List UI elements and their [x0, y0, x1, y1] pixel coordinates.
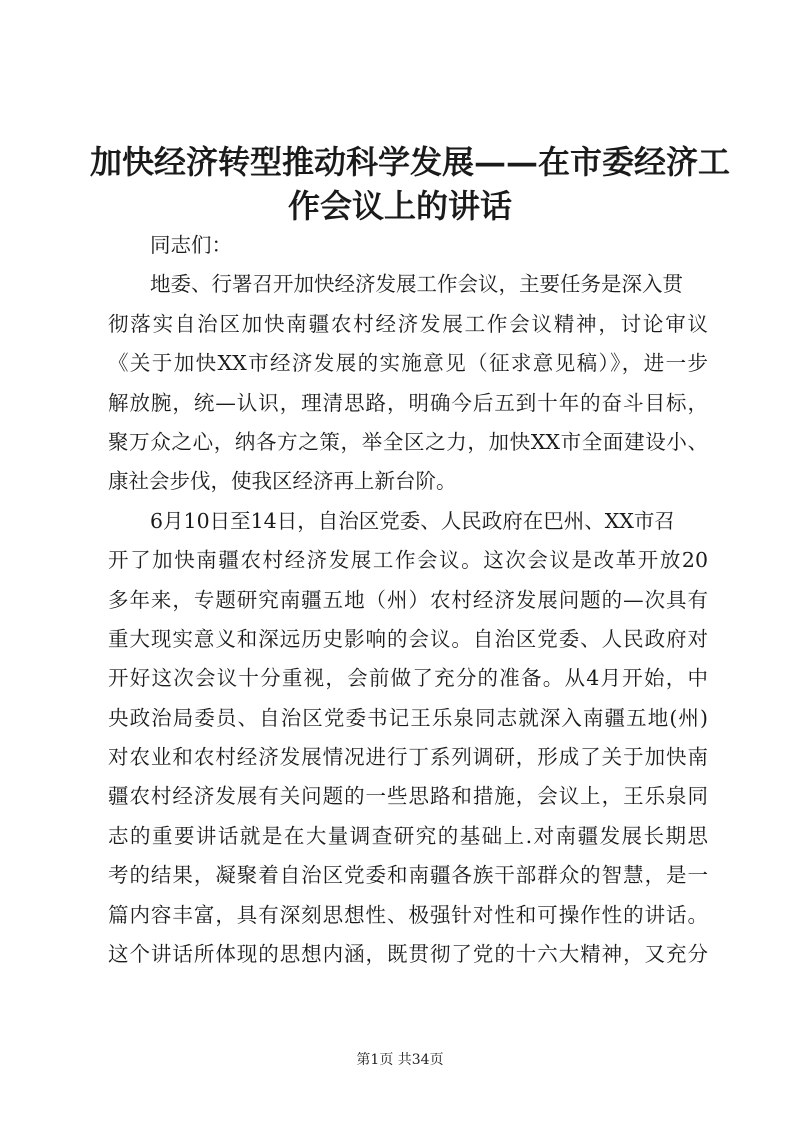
paragraph-1-line: 康社会步伐，使我区经济再上新台阶。 — [108, 469, 457, 494]
document-title — [90, 140, 731, 228]
paragraph-1-line: 聚万众之心，纳各方之策，举全区之力，加快XX市全面建设小、 — [108, 429, 708, 454]
title-line-2: 作会议上的讲话 — [287, 187, 512, 225]
paragraph-2-line: 志的重要讲话就是在大量调查研究的基础上.对南疆发展长期思 — [108, 823, 708, 848]
paragraph-2-line: 6月10日至14日，自治区党委、人民政府在巴州、XX市召 — [150, 508, 675, 533]
paragraph-2-line: 开好这次会议十分重视，会前做了充分的准备。从4月开始，中 — [108, 666, 708, 691]
paragraph-1-line: 《关于加快XX市经济发展的实施意见（征求意见稿）》，进一步 — [108, 351, 708, 376]
paragraph-2-line: 重大现实意义和深远历史影响的会议。自治区党委、人民政府对 — [108, 626, 708, 651]
paragraph-2-line: 多年来，专题研究南疆五地（州）农村经济发展问题的—次具有 — [108, 587, 708, 612]
paragraph-2-line: 这个讲话所体现的思想内涵，既贯彻了党的十六大精神，又充分 — [108, 942, 708, 967]
paragraph-2-line: 对农业和农村经济发展情况进行丁系列调研，形成了关于加快南 — [108, 745, 708, 770]
paragraph-2-line: 央政治局委员、自治区党委书记王乐泉同志就深入南疆五地(州) — [108, 705, 708, 730]
paragraph-2-line: 考的结果，凝聚着自治区党委和南疆各族干部群众的智慧，是一 — [108, 863, 708, 888]
document-body — [108, 226, 708, 974]
paragraph-2-line: 疆农村经济发展有关问题的一些思路和措施，会议上，王乐泉同 — [108, 784, 708, 809]
page-number-footer: 第1页 共34页 — [356, 1052, 444, 1068]
salutation: 同志们： — [150, 233, 232, 257]
title-line-1: 加快经济转型推动科学发展——在市委经济工 — [90, 143, 731, 181]
paragraph-2-line: 开了加快南疆农村经济发展工作会议。这次会议是改革开放20 — [108, 548, 708, 573]
paragraph-1-line: 地委、行署召开加快经济发展工作会议，主要任务是深入贯 — [150, 272, 683, 297]
paragraph-1-line: 解放腕，统—认识，理清思路，明确今后五到十年的奋斗目标， — [108, 390, 708, 415]
paragraph-1-line: 彻落实自治区加快南疆农村经济发展工作会议精神，讨论审议 — [108, 311, 708, 336]
paragraph-2-line: 篇内容丰富，具有深刻思想性、极强针对性和可操作性的讲话。 — [108, 902, 708, 927]
